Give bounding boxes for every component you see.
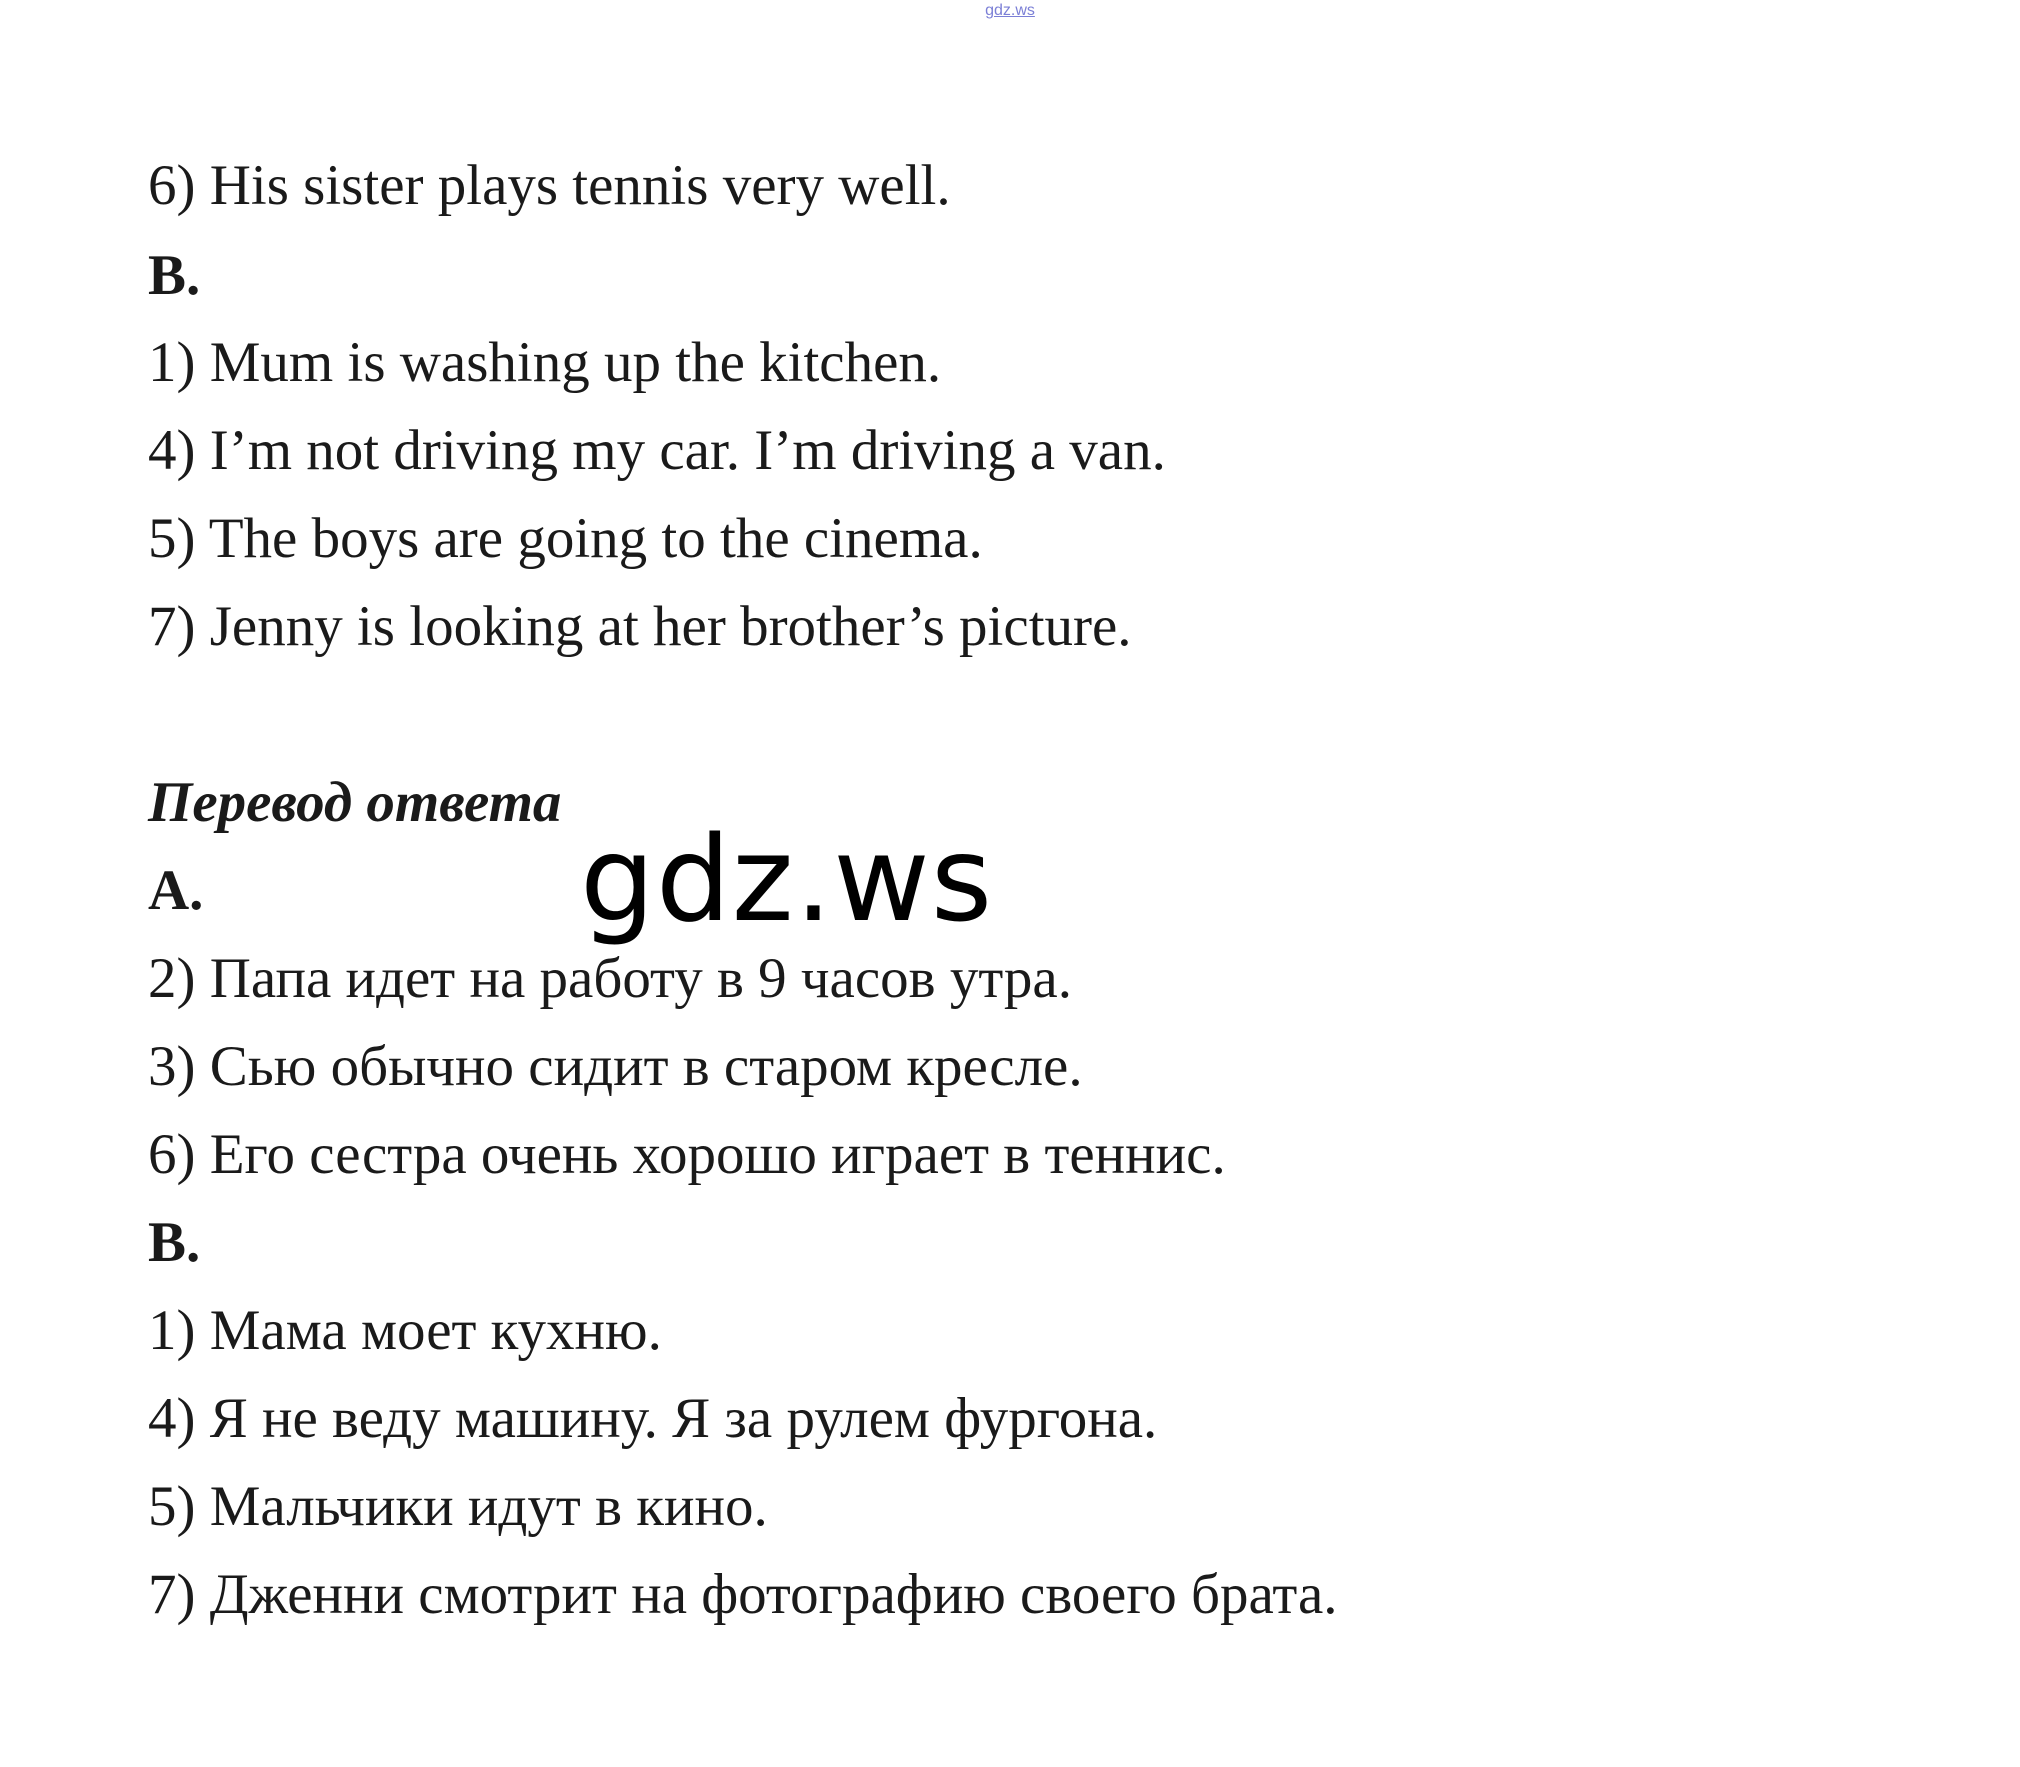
translation-line: 2) Папа идет на работу в 9 часов утра. (148, 947, 1072, 1010)
translation-line: 6) Его сестра очень хорошо играет в теннис. (148, 1123, 1226, 1186)
translation-line: 4) Я не веду машину. Я за рулем фургона. (148, 1387, 1158, 1450)
center-watermark: gdz.ws (580, 810, 994, 948)
answer-line: 4) I’m not driving my car. I’m driving a van. (148, 419, 1166, 482)
answer-line: 6) His sister plays tennis very well. (148, 154, 951, 217)
section-b-heading: B. (148, 244, 201, 307)
answer-line: 7) Jenny is looking at her brother’s picture. (148, 595, 1132, 658)
translation-line: 7) Дженни смотрит на фотографию своего брата. (148, 1563, 1338, 1626)
translation-line: 1) Мама моет кухню. (148, 1299, 662, 1362)
answer-line: 1) Mum is washing up the kitchen. (148, 331, 942, 394)
section-a-heading: A. (148, 859, 204, 922)
top-watermark: gdz.ws (985, 2, 1035, 19)
translation-line: 3) Сью обычно сидит в старом кресле. (148, 1035, 1083, 1098)
section-b-heading: B. (148, 1211, 201, 1274)
translation-title: Перевод ответа (148, 771, 562, 834)
answer-line: 5) The boys are going to the cinema. (148, 507, 983, 570)
translation-line: 5) Мальчики идут в кино. (148, 1475, 768, 1538)
